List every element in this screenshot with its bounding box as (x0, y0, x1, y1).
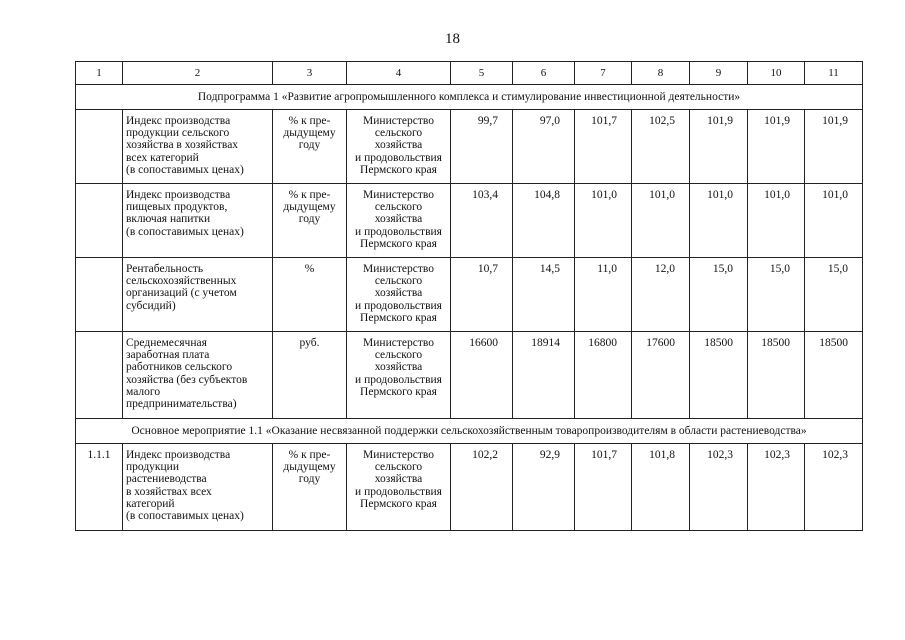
page-number: 18 (445, 31, 460, 47)
indicator-name: Рентабельность сельскохозяйственных организаций (с учетом субсидий) (123, 258, 273, 332)
value-cell: 14,5 (513, 258, 575, 332)
value-cell: 102,5 (632, 110, 690, 184)
value-cell: 101,0 (632, 184, 690, 258)
value-cell: 18914 (513, 332, 575, 419)
column-number: 11 (805, 62, 863, 85)
indicator-name: Индекс производства продукции растениеводства в хозяйствах всех категорий (в сопоставимых ценах) (123, 444, 273, 531)
executor: Министерство сельского хозяйства и продовольствия Пермского края (347, 110, 451, 184)
executor: Министерство сельского хозяйства и продовольствия Пермского края (347, 258, 451, 332)
column-number: 6 (513, 62, 575, 85)
value-cell: 92,9 (513, 444, 575, 531)
section-title-row (76, 419, 863, 444)
unit: % к пре- дыдущему году (273, 110, 347, 184)
value-cell: 101,0 (748, 184, 805, 258)
table-row (76, 258, 863, 332)
value-cell: 101,9 (690, 110, 748, 184)
row-code (76, 184, 123, 258)
value-cell: 15,0 (748, 258, 805, 332)
table-row (76, 184, 863, 258)
value-cell: 17600 (632, 332, 690, 419)
value-cell: 101,0 (805, 184, 863, 258)
value-cell: 101,0 (690, 184, 748, 258)
value-cell: 15,0 (690, 258, 748, 332)
row-code: 1.1.1 (76, 444, 123, 531)
value-cell: 101,7 (575, 110, 632, 184)
table-row (76, 444, 863, 531)
value-cell: 16800 (575, 332, 632, 419)
section-title: Основное мероприятие 1.1 «Оказание несвязанной поддержки сельскохозяйственным товаропроизводителям в области растениеводства» (76, 419, 863, 444)
value-cell: 18500 (805, 332, 863, 419)
value-cell: 18500 (690, 332, 748, 419)
column-number: 2 (123, 62, 273, 85)
row-code (76, 332, 123, 419)
table-header-row (76, 62, 863, 85)
value-cell: 103,4 (451, 184, 513, 258)
column-number: 1 (76, 62, 123, 85)
column-number: 9 (690, 62, 748, 85)
unit: % (273, 258, 347, 332)
executor: Министерство сельского хозяйства и продовольствия Пермского края (347, 332, 451, 419)
value-cell: 99,7 (451, 110, 513, 184)
executor: Министерство сельского хозяйства и продовольствия Пермского края (347, 444, 451, 531)
row-code (76, 258, 123, 332)
value-cell: 10,7 (451, 258, 513, 332)
value-cell: 97,0 (513, 110, 575, 184)
table-row (76, 110, 863, 184)
value-cell: 102,2 (451, 444, 513, 531)
unit: % к пре- дыдущему году (273, 184, 347, 258)
value-cell: 104,8 (513, 184, 575, 258)
value-cell: 18500 (748, 332, 805, 419)
column-number: 7 (575, 62, 632, 85)
section-title-row (76, 85, 863, 110)
value-cell: 11,0 (575, 258, 632, 332)
section-title: Подпрограмма 1 «Развитие агропромышленного комплекса и стимулирование инвестиционной деятельности» (76, 85, 863, 110)
value-cell: 12,0 (632, 258, 690, 332)
column-number: 8 (632, 62, 690, 85)
value-cell: 101,9 (805, 110, 863, 184)
unit: % к пре- дыдущему году (273, 444, 347, 531)
value-cell: 101,8 (632, 444, 690, 531)
row-code (76, 110, 123, 184)
value-cell: 102,3 (690, 444, 748, 531)
value-cell: 101,7 (575, 444, 632, 531)
value-cell: 101,9 (748, 110, 805, 184)
value-cell: 101,0 (575, 184, 632, 258)
column-number: 4 (347, 62, 451, 85)
table-row (76, 332, 863, 419)
column-number: 10 (748, 62, 805, 85)
value-cell: 102,3 (748, 444, 805, 531)
indicator-name: Среднемесячная заработная плата работников сельского хозяйства (без субъектов малого предпринимательства) (123, 332, 273, 419)
value-cell: 102,3 (805, 444, 863, 531)
value-cell: 15,0 (805, 258, 863, 332)
column-number: 5 (451, 62, 513, 85)
indicator-name: Индекс производства продукции сельского хозяйства в хозяйствах всех категорий (в сопоставимых ценах) (123, 110, 273, 184)
executor: Министерство сельского хозяйства и продовольствия Пермского края (347, 184, 451, 258)
column-number: 3 (273, 62, 347, 85)
indicators-table (75, 61, 863, 531)
unit: руб. (273, 332, 347, 419)
value-cell: 16600 (451, 332, 513, 419)
indicator-name: Индекс производства пищевых продуктов, включая напитки (в сопоставимых ценах) (123, 184, 273, 258)
